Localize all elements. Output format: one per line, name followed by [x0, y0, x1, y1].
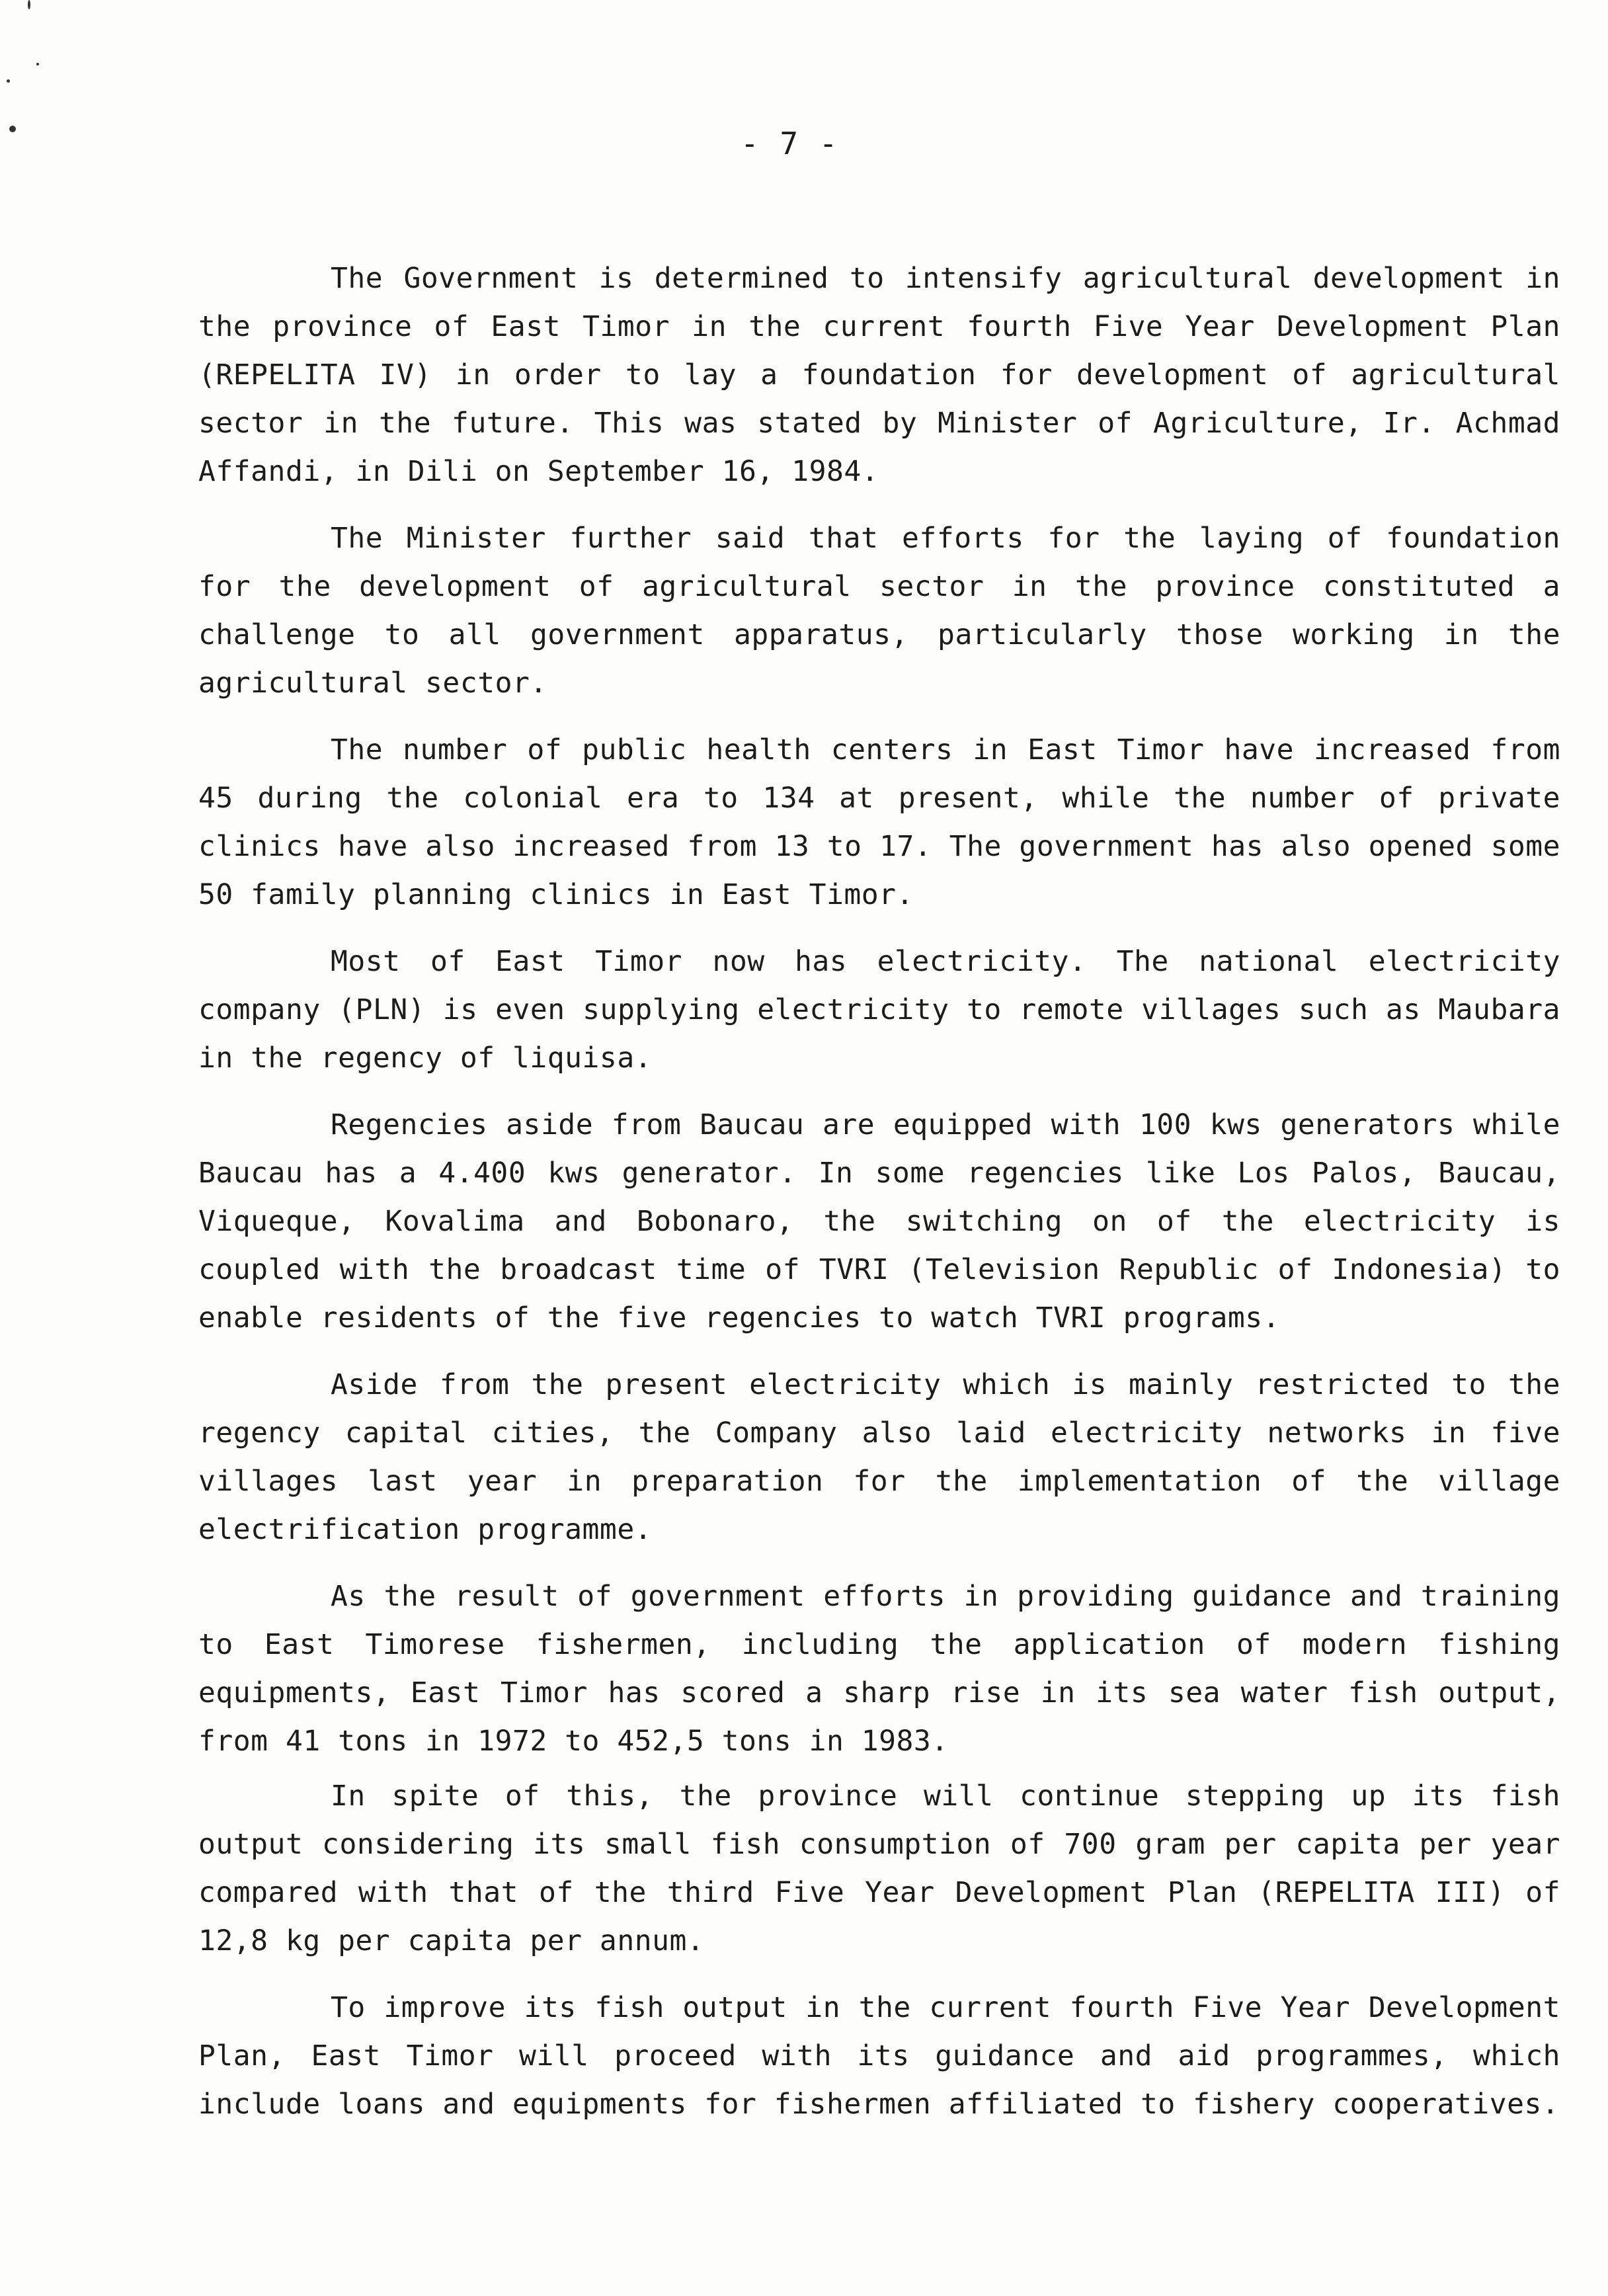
paragraph-generators: Regencies aside from Baucau are equipped with 100 kws generators while Baucau has a 4.400 kws generator. In some regencies like Los Palos, Baucau, Viqueque, Kovalima and Bobonaro, the switching on of the electricity is coupled with the broadcast time of TVRI (Television Republic of Indonesia) to enable residents of the five regencies to watch TVRI programs. — [198, 1108, 1560, 1334]
page-number: - 7 - — [741, 126, 839, 161]
paragraph-fish-output: As the result of government efforts in providing guidance and training to East Timorese fishermen, including the application of modern fishing equipments, East Timor has scored a sharp rise in its sea water fish output, from 41 tons in 1972 to 452,5 tons in 1983. — [198, 1580, 1560, 1758]
paragraph-minister-statement: The Minister further said that efforts for the laying of foundation for the development of agricultural sector in the province constituted a challenge to all government apparatus, particularly those working in the agricultural sector. — [198, 522, 1560, 700]
scan-speck — [28, 0, 30, 9]
scan-speck — [9, 126, 16, 132]
paragraph-fishermen-aid: To improve its fish output in the current fourth Five Year Development Plan, East Timor will proceed with its guidance and aid programmes, which include loans and equipments for fishermen affiliated to fishery cooperatives. — [198, 1991, 1560, 2121]
scan-speck — [7, 79, 10, 83]
scan-speck — [36, 63, 39, 65]
paragraph-agriculture-development: The Government is determined to intensify agricultural development in the province of East Timor in the current fourth Five Year Development Plan (REPELITA IV) in order to lay a foundation for development of agricultural sector in the future. This was stated by Minister of Agriculture, Ir. Achmad Affandi, in Dili on September 16, 1984. — [198, 262, 1560, 488]
paragraph-village-electrification: Aside from the present electricity which is mainly restricted to the regency capital cities, the Company also laid electricity networks in five villages last year in preparation for the implementation of the village electrification programme. — [198, 1368, 1560, 1546]
paragraph-electricity-coverage: Most of East Timor now has electricity. The national electricity company (PLN) is even supplying electricity to remote villages such as Maubara in the regency of liquisa. — [198, 945, 1560, 1075]
paragraph-public-health: The number of public health centers in East Timor have increased from 45 during the colonial era to 134 at present, while the number of private clinics have also increased from 13 to 17. The government has also opened some 50 family planning clinics in East Timor. — [198, 733, 1560, 911]
document-body — [198, 255, 1560, 2147]
paragraph-fish-consumption: In spite of this, the province will continue stepping up its fish output considering its small fish consumption of 700 gram per capita per year compared with that of the third Five Year Development Plan (REPELITA III) of 12,8 kg per capita per annum. — [198, 1780, 1560, 1957]
